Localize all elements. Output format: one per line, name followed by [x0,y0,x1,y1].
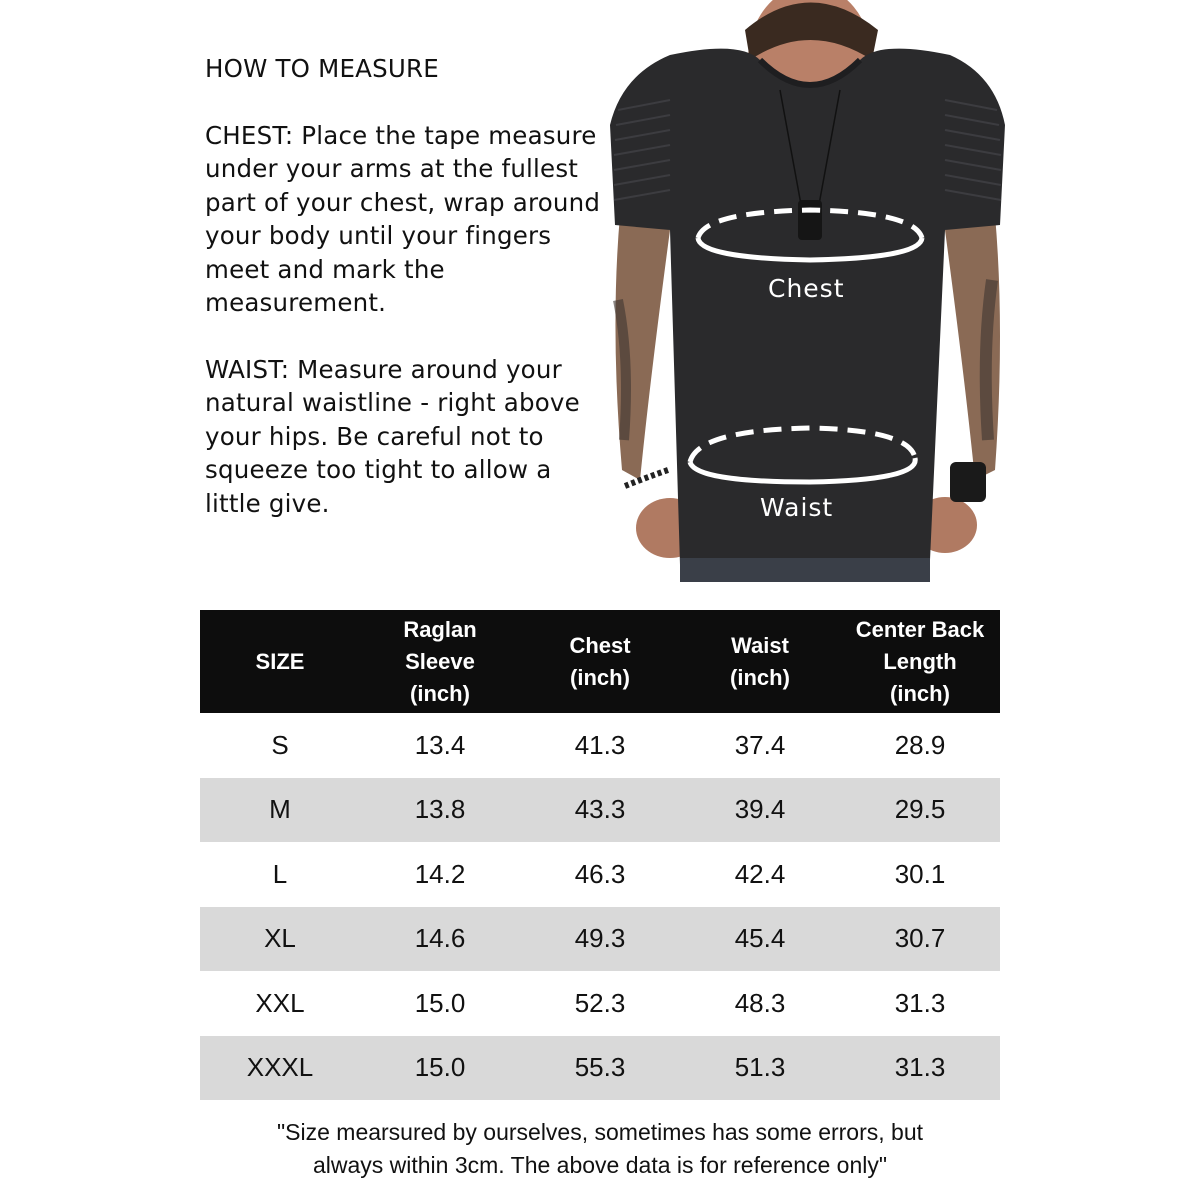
table-row [200,907,1000,972]
cell-size: XXL [200,971,360,1036]
cell-waist: 42.4 [680,842,840,907]
table-row [200,1036,1000,1101]
cell-raglan-sleeve: 14.6 [360,907,520,972]
cell-size: L [200,842,360,907]
cell-center-back-length: 31.3 [840,1036,1000,1101]
cell-center-back-length: 30.7 [840,907,1000,972]
cell-size: XL [200,907,360,972]
cell-waist: 48.3 [680,971,840,1036]
table-row [200,713,1000,778]
cell-size: XXXL [200,1036,360,1101]
cell-chest: 55.3 [520,1036,680,1101]
cell-raglan-sleeve: 15.0 [360,1036,520,1101]
header-center-back-length: Center Back Length (inch) [840,610,1000,713]
cell-waist: 51.3 [680,1036,840,1101]
cell-center-back-length: 28.9 [840,713,1000,778]
cell-chest: 49.3 [520,907,680,972]
cell-center-back-length: 29.5 [840,778,1000,843]
cell-chest: 52.3 [520,971,680,1036]
model-photo [610,0,1005,582]
how-to-measure-section [205,52,615,553]
disclaimer-line-1: "Size mearsured by ourselves, sometimes has some errors, but [276,1119,924,1145]
cell-raglan-sleeve: 15.0 [360,971,520,1036]
table-header-row [200,610,1000,713]
waist-instructions: WAIST: Measure around your natural waistline - right above your hips. Be careful not to squeeze too tight to allow a little give. [205,354,580,518]
cell-size: M [200,778,360,843]
waist-label: Waist [760,493,834,522]
cell-raglan-sleeve: 13.4 [360,713,520,778]
table-row [200,971,1000,1036]
cell-chest: 46.3 [520,842,680,907]
cell-chest: 43.3 [520,778,680,843]
cell-size: S [200,713,360,778]
cell-raglan-sleeve: 13.8 [360,778,520,843]
cell-chest: 41.3 [520,713,680,778]
cell-waist: 37.4 [680,713,840,778]
header-raglan-sleeve: Raglan Sleeve (inch) [360,610,520,713]
size-chart-table [200,610,1000,1100]
cell-center-back-length: 31.3 [840,971,1000,1036]
table-row [200,778,1000,843]
header-chest: Chest (inch) [520,610,680,713]
cell-waist: 45.4 [680,907,840,972]
chest-instructions: CHEST: Place the tape measure under your arms at the fullest part of your chest, wrap around your body until your fingers meet and mark the measurement. [205,120,601,317]
header-waist: Waist (inch) [680,610,840,713]
cell-center-back-length: 30.1 [840,842,1000,907]
how-to-measure-title: HOW TO MEASURE [205,54,439,83]
disclaimer-note [200,1116,1000,1182]
disclaimer-line-2: always within 3cm. The above data is for reference only" [312,1152,888,1178]
chest-label: Chest [768,274,845,303]
table-row [200,842,1000,907]
header-size: SIZE [200,610,360,713]
cell-raglan-sleeve: 14.2 [360,842,520,907]
cell-waist: 39.4 [680,778,840,843]
